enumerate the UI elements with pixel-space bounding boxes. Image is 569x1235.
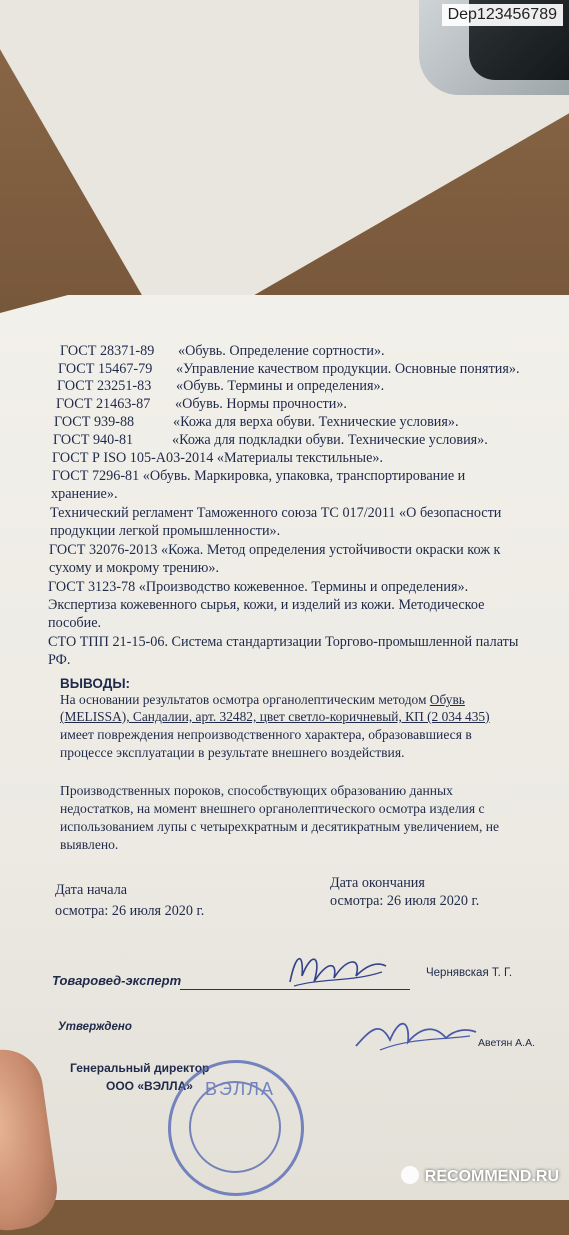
director-signature <box>350 1010 480 1060</box>
start-date-label: Дата начала <box>55 882 128 898</box>
conclusion-line2: (MELISSA), Сандалии, арт. 32482, цвет светло-коричневый, КП (2 034 435) <box>60 709 490 724</box>
company-stamp <box>168 1060 304 1196</box>
standard-title: «Обувь. Определение сортности». <box>178 343 385 359</box>
expert-name: Чернявская Т. Г. <box>426 967 513 979</box>
company-name: ООО «ВЭЛЛА» <box>106 1079 193 1093</box>
standard-code: ГОСТ 21463-87 <box>56 396 151 412</box>
recommend-text: RECOMMEND.RU <box>424 1168 559 1185</box>
standard-title: «Обувь. Нормы прочности». <box>175 396 347 412</box>
standard-row <box>56 396 150 413</box>
standard-title: «Управление качеством продукции. Основные понятия». <box>176 361 520 377</box>
end-date-value: осмотра: 26 июля 2020 г. <box>330 893 480 909</box>
defects-line3: использованием лупы с четырехкратным и десятикратным увеличением, не <box>60 819 500 834</box>
gost-32076-line1: ГОСТ 32076-2013 «Кожа. Метод определения устойчивости окраски кож к <box>49 542 501 558</box>
product-name: Обувь <box>429 692 465 707</box>
standard-row <box>57 378 151 395</box>
end-date-label: Дата окончания <box>330 875 425 891</box>
standard-code: ГОСТ 23251-83 <box>57 378 152 394</box>
gost-iso: ГОСТ Р ISO 105-A03-2014 «Материалы текстильные». <box>52 450 384 466</box>
conclusion-line3: имеет повреждения непроизводственного характера, образовавшиеся в <box>60 727 472 742</box>
expert-line2: пособие. <box>48 615 102 631</box>
defects-line2: недостатков, на момент внешнего органолептического осмотра изделия с <box>60 801 485 816</box>
stamp-text: ВЭЛЛА <box>205 1079 275 1099</box>
sto-line1: СТО ТПП 21-15-06. Система стандартизации Торгово-промышленной палаты <box>48 634 519 650</box>
defects-line1: Производственных пороков, способствующих образованию данных <box>60 783 453 798</box>
standard-code: ГОСТ 940-81 <box>53 432 134 448</box>
standard-row <box>58 361 152 378</box>
gost-7296-line2: хранение». <box>51 486 118 502</box>
gost-3123: ГОСТ 3123-78 «Производство кожевенное. Термины и определения». <box>48 579 469 595</box>
standard-code: ГОСТ 939-88 <box>54 414 135 430</box>
standard-title: «Обувь. Термины и определения». <box>176 378 385 394</box>
expert-signature <box>282 942 392 1002</box>
standard-code: ГОСТ 15467-79 <box>58 361 153 377</box>
expert-line1: Экспертиза кожевенного сырья, кожи, и изделий из кожи. Методическое <box>48 597 485 613</box>
gost-32076-line2: сухому и мокрому трению». <box>49 560 220 576</box>
standard-title: «Кожа для верха обуви. Технические условия». <box>173 414 459 430</box>
director-name: Аветян А.А. <box>478 1037 536 1049</box>
approved-label: Утверждено <box>58 1021 132 1033</box>
tr-line1: Технический регламент Таможенного союза ТС 017/2011 «О безопасности <box>50 505 502 521</box>
recommend-watermark <box>401 1166 559 1186</box>
stock-watermark: Dep123456789 <box>442 4 563 26</box>
recommend-logo-icon <box>401 1166 419 1184</box>
defects-line4: выявлено. <box>60 837 119 852</box>
director-title: Генеральный директор <box>70 1061 210 1075</box>
tr-line2: продукции легкой промышленности». <box>50 523 281 539</box>
conclusion-text: На основании результатов осмотра органолептическим методом <box>60 692 430 707</box>
standard-row <box>60 343 154 360</box>
standard-title: «Кожа для подкладки обуви. Технические условия». <box>172 432 488 448</box>
conclusion-line1 <box>60 691 465 708</box>
conclusions-title: ВЫВОДЫ: <box>60 676 131 691</box>
start-date-value: осмотра: 26 июля 2020 г. <box>55 903 205 919</box>
expert-role: Товаровед-эксперт <box>52 973 182 988</box>
sto-line2: РФ. <box>48 652 71 668</box>
standard-row <box>53 432 133 449</box>
standard-code: ГОСТ 28371-89 <box>60 343 155 359</box>
standard-row <box>54 414 134 431</box>
conclusion-line4: процессе эксплуатации в результате внешнего воздействия. <box>60 745 405 760</box>
gost-7296-line1: ГОСТ 7296-81 «Обувь. Маркировка, упаковка, транспортирование и <box>52 468 466 484</box>
